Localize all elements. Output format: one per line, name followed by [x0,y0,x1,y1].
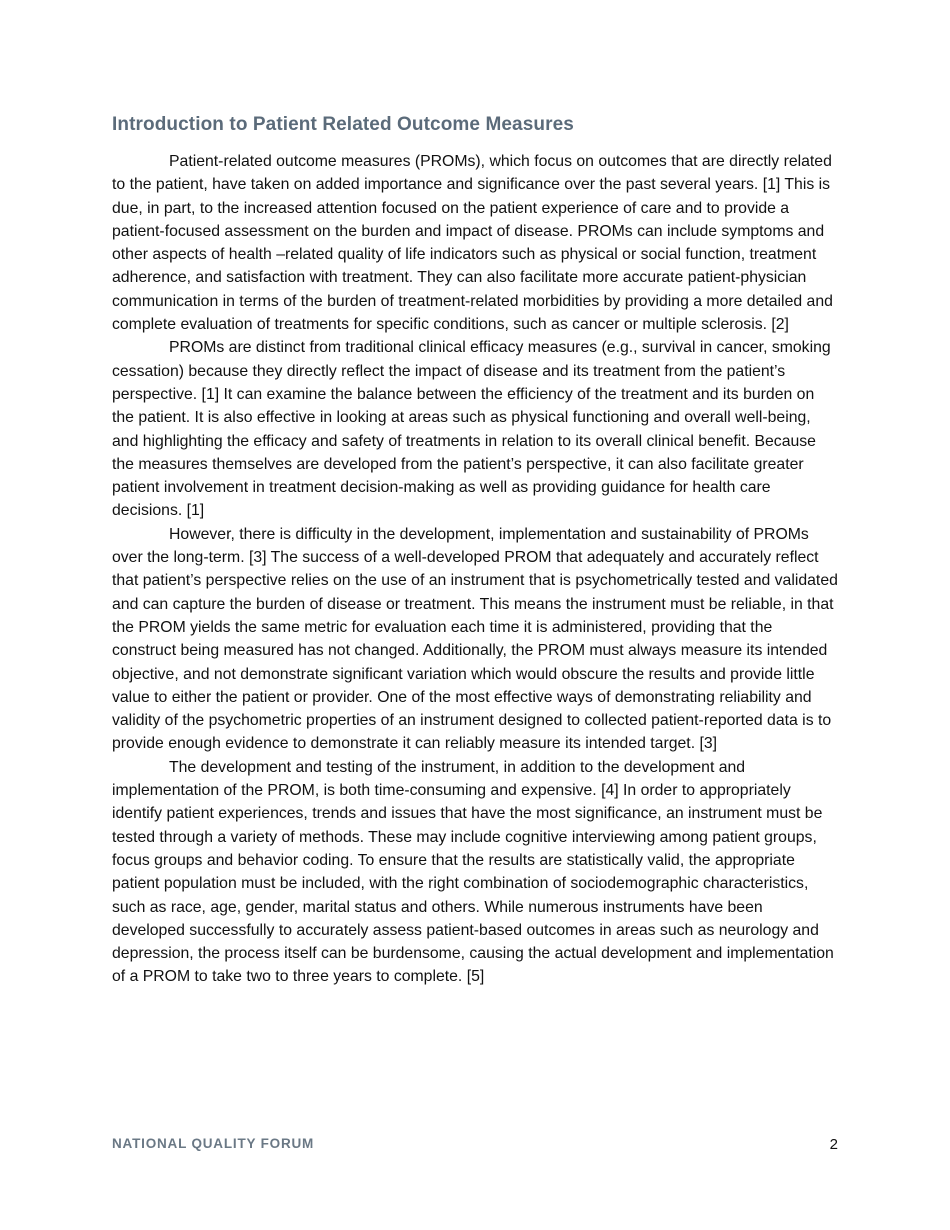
section-heading: Introduction to Patient Related Outcome Measures [112,114,574,135]
body-text [112,150,838,989]
footer-organization: NATIONAL QUALITY FORUM [112,1136,315,1151]
paragraph-1: Patient-related outcome measures (PROMs), which focus on outcomes that are directly related to the patient, have taken on added importance and significance over the past several years. [1] This is due, in part, to the increased attention focused on the patient experience of care and to provide a patient-focused assessment on the burden and impact of disease. PROMs can include symptoms and other aspects of health –related quality of life indicators such as physical or social function, treatment adherence, and satisfaction with treatment. They can also facilitate more accurate patient-physician communication in terms of the burden of treatment-related morbidities by providing a more detailed and complete evaluation of treatments for specific conditions, such as cancer or multiple sclerosis. [2] [112,153,833,334]
paragraph-3: However, there is difficulty in the development, implementation and sustainability of PROMs over the long-term. [3] The success of a well-developed PROM that adequately and accurately reflect that patient’s perspective relies on the use of an instrument that is psychometrically tested and validated and can capture the burden of disease or treatment. This means the instrument must be reliable, in that the PROM yields the same metric for evaluation each time it is administered, providing that the construct being measured has not changed. Additionally, the PROM must always measure its intended objective, and not demonstrate significant variation which would obscure the results and provide little value to either the patient or provider. One of the most effective ways of demonstrating reliability and validity of the psychometric properties of an instrument designed to collected patient-reported data is to provide enough evidence to demonstrate it can reliably measure its intended target. [3] [112,525,838,753]
paragraph-2: PROMs are distinct from traditional clinical efficacy measures (e.g., survival in cancer, smoking cessation) because they directly reflect the impact of disease and its treatment from the patient’s perspective. [1] It can examine the balance between the efficiency of the treatment and its burden on the patient. It is also effective in looking at areas such as physical functioning and overall well-being, and highlighting the efficacy and safety of treatments in relation to its overall clinical benefit. Because the measures themselves are developed from the patient’s perspective, it can also facilitate greater patient involvement in treatment decision-making as well as providing guidance for health care decisions. [1] [112,339,831,520]
paragraph-4: The development and testing of the instrument, in addition to the development and implementation of the PROM, is both time-consuming and expensive. [4] In order to appropriately identify patient experiences, trends and issues that have the most significance, an instrument must be tested through a variety of methods. These may include cognitive interviewing among patient groups, focus groups and behavior coding. To ensure that the results are statistically valid, the appropriate patient population must be included, with the right combination of sociodemographic characteristics, such as race, age, gender, marital status and others. While numerous instruments have been developed successfully to accurately assess patient-based outcomes in areas such as neurology and depression, the process itself can be burdensome, causing the actual development and implementation of a PROM to take two to three years to complete. [5] [112,758,834,986]
page-number: 2 [829,1136,838,1153]
